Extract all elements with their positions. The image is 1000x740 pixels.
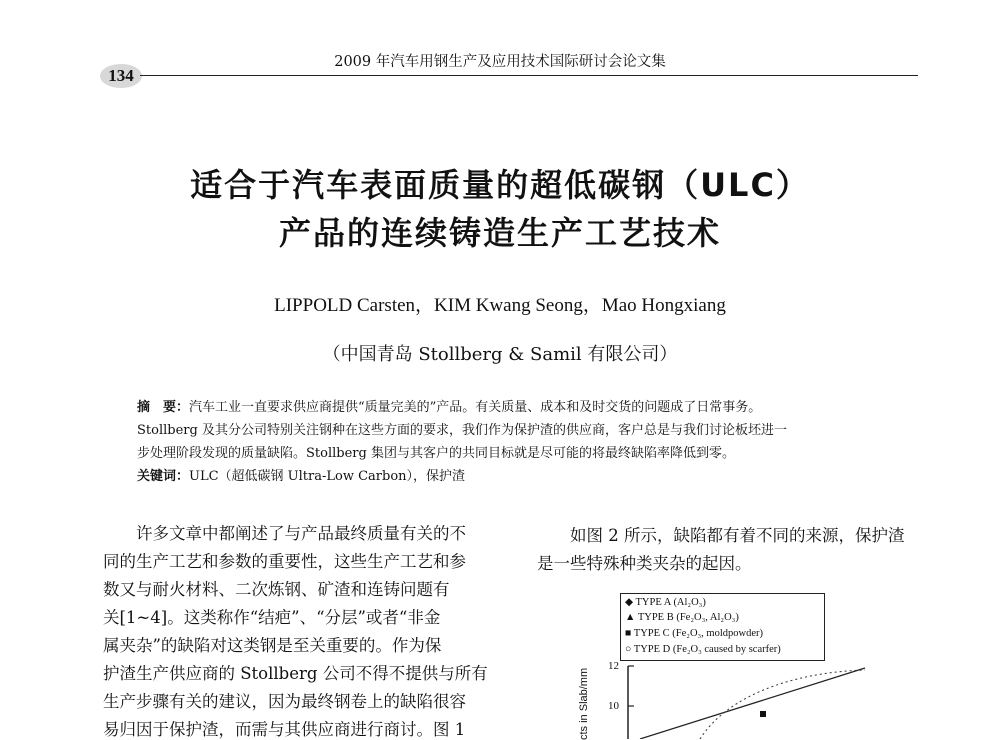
- triangle-marker-icon: ▲: [625, 612, 636, 623]
- abstract-line-1: [137, 396, 761, 415]
- body-right-line-1: 如图 2 所示，缺陷都有着不同的来源，保护渣: [537, 526, 905, 545]
- abstract-line-3: 步处理阶段发现的质量缺陷。Stollberg 集团与其客户的共同目标就是尽可能的将最终缺陷率降低到零。: [137, 446, 735, 461]
- legend-label: TYPE D (Fe₂O₃ caused by scarfer): [633, 644, 781, 655]
- body-left-line-8: 易归因于保护渣，而需与其供应商进行商讨。图 1: [103, 720, 466, 739]
- circle-marker-icon: ○: [625, 644, 632, 655]
- body-left-line-2: 同的生产工艺和参数的重要性，这些生产工艺和参: [103, 552, 466, 571]
- trend-line: [640, 668, 865, 739]
- authors: LIPPOLD Carsten，KIM Kwang Seong，Mao Hongxiang: [274, 295, 726, 316]
- data-point-square: [760, 711, 766, 717]
- legend-label: TYPE C (Fe₂O₃, moldpowder): [633, 628, 764, 639]
- legend-item-type-b: [625, 612, 739, 623]
- chart-legend: [620, 593, 825, 661]
- affiliation: （中国青岛 Stollberg & Samil 有限公司）: [322, 344, 678, 365]
- scatter-points: [760, 711, 766, 717]
- y-tick-label: 10: [608, 700, 619, 712]
- confidence-ellipse: [700, 670, 865, 739]
- title-line-1: 适合于汽车表面质量的超低碳钢（ULC）: [190, 166, 810, 204]
- square-marker-icon: ■: [625, 628, 632, 639]
- abstract-line-2: Stollberg 及其分公司特别关注钢种在这些方面的要求，我们作为保护渣的供应商，客户总是与我们讨论板坯进一: [137, 423, 787, 438]
- legend-label: TYPE A (Al₂O₃): [635, 597, 706, 608]
- body-left-line-1: 许多文章中都阐述了与产品最终质量有关的不: [103, 524, 466, 543]
- header-rule: [140, 75, 918, 76]
- body-left-line-6: 护渣生产供应商的 Stollberg 公司不得不提供与所有: [103, 664, 488, 683]
- title-line-2: 产品的连续铸造生产工艺技术: [278, 214, 721, 252]
- body-left-line-7: 生产步骤有关的建议，因为最终钢卷上的缺陷很容: [103, 692, 466, 711]
- y-tick-label: 12: [608, 660, 619, 672]
- body-left-line-4: 关[1~4]。这类称作“结疤”、“分层”或者“非金: [103, 608, 441, 627]
- legend-item-type-d: [625, 644, 781, 655]
- keywords-line: [137, 465, 465, 484]
- body-left-line-5: 属夹杂”的缺陷对这类钢是至关重要的。作为保: [103, 636, 442, 655]
- abstract-label: 摘 要：: [137, 400, 190, 415]
- chart-plot-area: [620, 662, 930, 739]
- keywords-label: 关键词：: [137, 469, 190, 484]
- abstract-text-1: 汽车工业一直要求供应商提供“质量完美的”产品。有关质量、成本和及时交货的问题成了日常事务。: [189, 400, 762, 415]
- legend-item-type-c: [625, 628, 763, 639]
- diamond-marker-icon: ◆: [625, 597, 634, 608]
- body-left-line-3: 数又与耐火材料、二次炼钢、矿渣和连铸问题有: [103, 580, 450, 599]
- body-right-line-2: 是一些特殊种类夹杂的起因。: [537, 554, 752, 573]
- keywords-text: ULC（超低碳钢 Ultra-Low Carbon），保护渣: [189, 469, 466, 484]
- page-number: 134: [100, 64, 142, 88]
- y-axis-label: cts in Slab/mm: [578, 667, 590, 740]
- legend-label: TYPE B (Fe₂O₃, Al₂O₃): [637, 612, 739, 623]
- legend-item-type-a: [625, 596, 706, 608]
- running-head: 2009 年汽车用钢生产及应用技术国际研讨会论文集: [334, 54, 666, 70]
